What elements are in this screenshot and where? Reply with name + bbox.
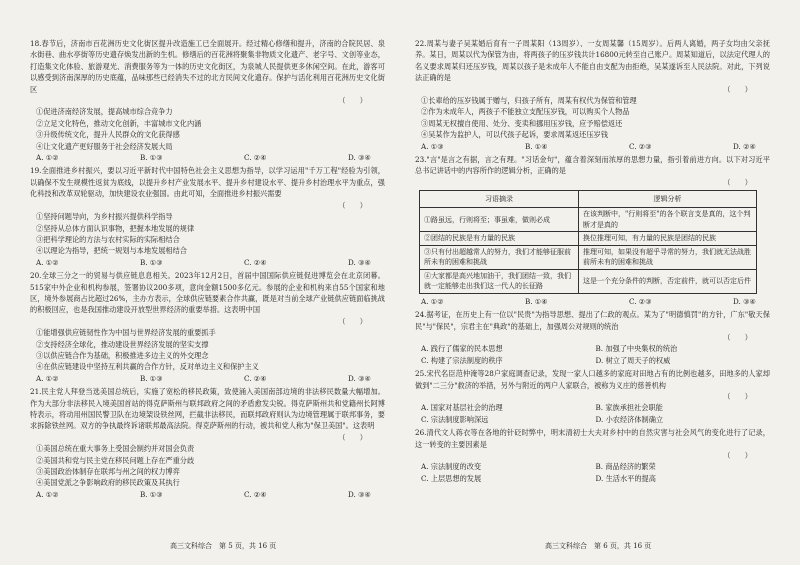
option: ①能增强供应链韧性作为中国与世界经济发展的重要抓手 <box>36 328 216 338</box>
table-header-row <box>420 191 757 208</box>
choice: C. ②④ <box>244 153 267 163</box>
choice: A. 宗法制度的改变 <box>421 462 482 472</box>
answer-paren-row <box>415 391 770 402</box>
table-row <box>420 232 757 246</box>
option: ①长辈给的压岁钱属于赠与，归孩子所有，周某有权代为保管和管理 <box>421 96 637 106</box>
choice: A. ①② <box>421 296 444 306</box>
choice: A. ①② <box>36 489 59 499</box>
choice: D. ③④ <box>733 296 756 306</box>
choice-row <box>30 257 385 268</box>
table-header: 习语摘录 <box>420 191 579 208</box>
table-cell: ②团结的民族是有力量的民族 <box>420 232 579 246</box>
choice: D. ③④ <box>348 153 371 163</box>
table-cell: ③只有付出超越常人的努力，我们才能够征服前所未有的困难和挑战 <box>420 245 579 269</box>
choice: A. 践行了儒家的民本思想 <box>421 344 503 354</box>
choice: D. 树立了周天子的权威 <box>595 355 671 365</box>
question-stem: 24.据考证，在历史上有一位以"民贵"为指导思想、提出了仁政的观点。某为了"明德慎罚"的方针，广东"敬天保民"与"保民"，宗君主在"典政"的基础上，加强周公对规则的统治 <box>415 310 770 331</box>
question-22 <box>415 38 770 152</box>
choice: A. 国家对基层社会的治理 <box>421 403 503 413</box>
question-23 <box>415 154 770 307</box>
choice: B. ①③ <box>139 489 163 499</box>
question-stem: 23."言"是言之有据，言之有理。"习话金句"，蕴含着深刻而浓厚的思想力量，指引着前进方向。以下对习近平总书记讲话中的内容所作的逻辑分析，正确的是 <box>415 155 770 176</box>
table-cell: 推理可知，如果没有超乎寻常的努力，我们就无法战胜前所未有的困难和挑战 <box>579 245 757 269</box>
right-column <box>415 38 770 486</box>
choice-row <box>30 152 385 163</box>
logic-table <box>419 190 757 294</box>
choice: C. ②③ <box>629 141 652 151</box>
choice-row <box>415 296 770 307</box>
option: ④吴某作为监护人，可以代孩子起诉，要求周某返还压岁钱 <box>421 130 608 140</box>
choice-grid <box>415 461 770 484</box>
option: ①坚持问题导向，为乡村振兴提供科学指导 <box>36 212 173 222</box>
option: ③把科学理论的方法与农村实际的实际相结合 <box>36 234 180 244</box>
answer-paren-row <box>415 84 770 95</box>
table-cell: 这是一个充分条件的判断，否定前件，就可以否定后件 <box>579 269 757 293</box>
page-footer-left: 高三文科综合 第 5 页，共 16 页 <box>170 542 277 550</box>
choice: D. 小农经济体制确立 <box>595 414 664 424</box>
table-header: 逻辑分析 <box>579 191 757 208</box>
choice: D. 生活水平的提高 <box>595 473 656 483</box>
question-stem: 26.清代文人蒋衣等在各地的针砭时弊中，明末清初士大夫对乡村中的自然灾害与社会风气的变化进行了记录，这一转变的主要因素是 <box>415 428 770 449</box>
table-cell: ①路虽远，行则将至；事虽难，做则必成 <box>420 208 579 232</box>
option: ②支持经济全球化，推动建设世界经济发展的坚实支撑 <box>36 339 209 349</box>
option: ③以供应链合作为基础，积极推进多边主义的外交理念 <box>36 350 209 360</box>
option: ④以理论为指导，把统一规划与本地发展相结合 <box>36 246 187 256</box>
answer-paren-row <box>30 432 385 443</box>
choice: C. 宗法制度影响深远 <box>421 414 489 424</box>
answer-paren-row <box>415 332 770 343</box>
question-20 <box>30 270 385 384</box>
choice: C. ②④ <box>244 373 267 383</box>
answer-paren-row <box>415 450 770 461</box>
choice-grid <box>415 343 770 366</box>
choice-row <box>415 141 770 152</box>
option: ④让文化遗产更好服务于社会经济发展大局 <box>36 141 173 151</box>
option: ②作为未成年人，两孩子不能独立支配压岁钱，可以购买个人物品 <box>421 107 630 117</box>
question-stem: 20.全球三分之一的贸易与供应链息息相关。2023年12月2日，首届中国国际供应链促进博览会在北京闭幕。515家中外企业和机构参展，签署协议200多项，意向金额1500多亿元。参展的企业和机构来自55个国家和地区，境外参展商占比超过26%，主办方表示，全球供应链要素合作共赢，既是对当前全球产业链供应链面临挑战的积极回应，也是我国推动建设开放型世界经济的重要举措。这表明中国 <box>30 271 385 315</box>
question-24 <box>415 309 770 366</box>
answer-paren-row <box>30 316 385 327</box>
choice: B. ①③ <box>139 153 163 163</box>
option: ④在供应链建设中坚持互利共赢的合作方针，反对单边主义和保护主义 <box>36 362 259 372</box>
option: ①促进济南经济发展，提高城市综合竞争力 <box>36 107 173 117</box>
left-column <box>30 38 385 502</box>
option: ②美国共和党与民主党在移民问题上存在严重分歧 <box>36 455 195 465</box>
choice-row <box>30 373 385 384</box>
answer-paren: （ ） <box>723 84 752 94</box>
question-21 <box>30 386 385 500</box>
choice: B. 商品经济的繁荣 <box>595 462 656 472</box>
option: ③美国政治体制存在联邦与州之间的权力博弈 <box>36 467 180 477</box>
choice: D. ③④ <box>348 373 371 383</box>
answer-paren: （ ） <box>338 200 367 210</box>
answer-paren: （ ） <box>723 392 752 402</box>
answer-paren-row <box>415 177 770 188</box>
table-cell: 在该判断中，"行则将至"的各个联言支是真的，这个判断才是真的 <box>579 208 757 232</box>
choice: B. ①③ <box>139 373 163 383</box>
table-row <box>420 208 757 232</box>
choice: C. 上层思想的发展 <box>421 473 482 483</box>
answer-paren: （ ） <box>723 451 752 461</box>
option: ①美国总统在重大事务上受国会制约并对国会负责 <box>36 444 195 454</box>
choice: B. 家族承担社会职能 <box>595 403 663 413</box>
question-25 <box>415 368 770 425</box>
question-stem: 25.宋代名臣范仲淹等28户家庭调查记录，发现一家人口越多的家庭对田地占有的比例也越多，田地多的人家却做到"二三分"救济的举措，另外与附近的两户人家联合，被称为义庄的慈善机构 <box>415 369 770 390</box>
option: ②立足文化特色，推动文化创新，丰富城市文化内涵 <box>36 118 202 128</box>
table-row <box>420 245 757 269</box>
choice: D. ③④ <box>348 257 371 267</box>
page-footer-right: 高三文科综合 第 6 页，共 16 页 <box>545 542 652 550</box>
choice: A. ①③ <box>421 141 444 151</box>
choice: C. ②④ <box>244 489 267 499</box>
choice: D. ②④ <box>733 141 756 151</box>
question-19 <box>30 165 385 268</box>
choice: B. ①③ <box>139 257 163 267</box>
answer-paren: （ ） <box>338 316 367 326</box>
choice: D. ③④ <box>348 489 371 499</box>
choice: C. ②④ <box>244 257 267 267</box>
option: ④美国党派之争影响政府的移民政策及其执行 <box>36 478 180 488</box>
answer-paren: （ ） <box>723 333 752 342</box>
choice: C. 构建了宗法制度的秩序 <box>421 355 503 365</box>
question-18 <box>30 38 385 163</box>
choice: A. ①② <box>36 257 59 267</box>
choice: B. ①④ <box>524 296 548 306</box>
choice: B. 加强了中央集权的统治 <box>595 344 678 354</box>
choice: A. ①② <box>36 373 59 383</box>
table-row <box>420 269 757 293</box>
answer-paren: （ ） <box>338 96 367 106</box>
answer-paren: （ ） <box>723 177 752 187</box>
option: ③升级传统文化，提升人民群众的文化获得感 <box>36 130 180 140</box>
choice: C. ②③ <box>629 296 652 306</box>
question-stem: 19.全面推进乡村振兴，要以习近平新时代中国特色社会主义思想为指导，以学习运用"千万工程"经验为引领，以确保不发生规模性返贫为底线，以提升乡村产业发展水平、提升乡村建设水平、提升乡村治理水平为重点，强化科技和改革双轮驱动，加快建设农业强国。由此可知，全面推进乡村振兴需要 <box>30 166 385 199</box>
answer-paren: （ ） <box>338 432 367 442</box>
question-stem: 22.周某与妻子吴某婚后育有一子周某阳（13周岁）、一女周某馨（15周岁）。后两人离婚，两子女均由父亲抚养。某日，周某以代为保管为由，将两孩子的压岁钱共计16800元转至自己账户。周某知道后，以法定代理人的名义要求周某归还压岁钱，周某以孩子是未成年人不能自由支配为由拒绝，吴某遂诉至人民法院。对此，下列说法正确的是 <box>415 39 770 83</box>
answer-paren-row <box>30 95 385 106</box>
table-cell: 换位推理可知，有力量的民族是团结的民族 <box>579 232 757 246</box>
choice-grid <box>415 402 770 425</box>
table-cell: ④大家都是高兴地加油干，我们团结一致，我们就一定能够走出我们这一代人的长征路 <box>420 269 579 293</box>
choice: B. ①④ <box>524 141 548 151</box>
choice-row <box>30 489 385 500</box>
option: ③周某无权擅自使用、处分、变卖和挪用压岁钱，应予赔偿返还 <box>421 118 623 128</box>
question-26 <box>415 427 770 484</box>
choice: A. ①② <box>36 153 59 163</box>
option: ②坚持从总体方面认识事物，把握本地发展的规律 <box>36 223 195 233</box>
question-stem: 21.民主党人拜登当选美国总统后，实施了宽松的移民政策，致使涌入美国南部边境的非法移民数量大幅增加。作为大部分非法移民入境美国首站的得克萨斯州与联邦政府之间的矛盾愈发尖锐。得克萨斯州共和党籍州长阿博特表示，将动用州国民警卫队在边境架设铁丝网，拦截非法移民，而联邦政府则认为边境管理属于联邦事务，要求拆除铁丝网。双方的争执最终诉诸联邦最高法院。得克萨斯州的行动，被共和党人称为"保卫美国"。这表明 <box>30 387 385 431</box>
answer-paren-row <box>30 200 385 211</box>
question-stem: 18.春节后，济南市百花洲历史文化街区提升改造施工已全面展开。经过精心修缮和提升，济南的合院民居、泉水街巷、曲水亭街等历史遗存焕发出新的生机。修缮后的百花洲将聚集非物质文化遗产、老字号、文创等业态，打造集文化体验、旅游观光、消费服务等为一体的历史文化街区，为泉城人民提供更多休闲空间。在此，游客可以感受到济南深厚的历史底蕴，品味那些已经消失不过的北方民间文化遗存。保护与活化利用百花洲历史文化街区 <box>30 39 385 94</box>
